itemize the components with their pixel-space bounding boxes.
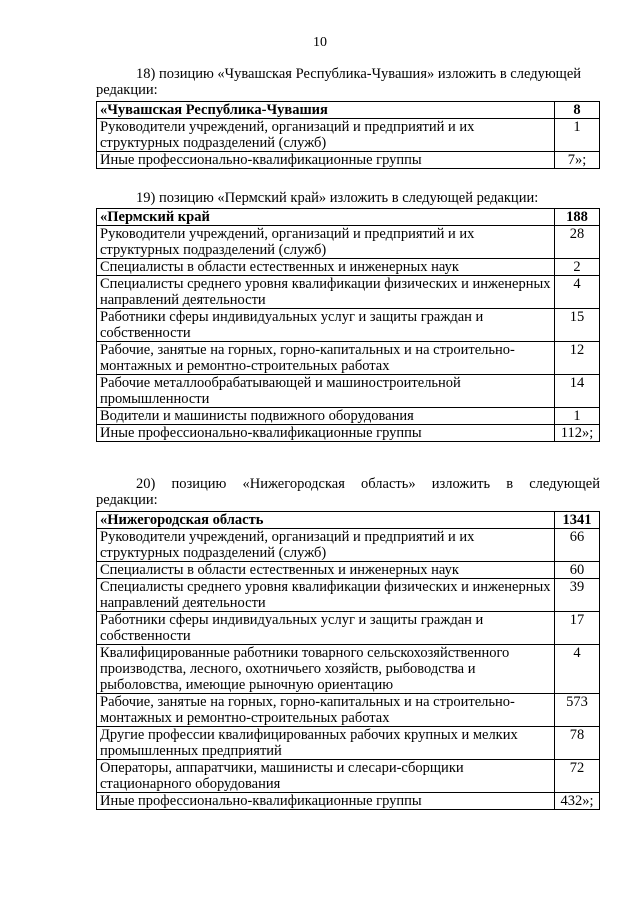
group-name: Водители и машинисты подвижного оборудования xyxy=(97,408,555,425)
region-name: «Пермский край xyxy=(97,209,555,226)
section-19-intro xyxy=(96,190,600,206)
table-row xyxy=(97,579,600,612)
group-name: Руководители учреждений, организаций и предприятий и их структурных подразделений (служб) xyxy=(97,226,555,259)
group-name: Специалисты в области естественных и инженерных наук xyxy=(97,259,555,276)
section-18-table xyxy=(96,101,600,169)
group-name: Специалисты среднего уровня квалификации физических и инженерных направлений деятельности xyxy=(97,579,555,612)
table-row xyxy=(97,342,600,375)
group-value: 4 xyxy=(555,276,600,309)
section-20-table xyxy=(96,511,600,810)
page-number: 10 xyxy=(313,35,327,50)
group-name: Работники сферы индивидуальных услуг и защиты граждан и собственности xyxy=(97,612,555,645)
table-header-row xyxy=(97,209,600,226)
section-18-intro-line-2: редакции: xyxy=(96,82,158,98)
section-18-intro xyxy=(96,66,600,98)
group-value: 28 xyxy=(555,226,600,259)
group-name: Иные профессионально-квалификационные группы xyxy=(97,793,555,810)
table-header-row xyxy=(97,512,600,529)
group-value: 78 xyxy=(555,727,600,760)
group-value: 17 xyxy=(555,612,600,645)
region-total: 1341 xyxy=(555,512,600,529)
table-row xyxy=(97,694,600,727)
group-value: 2 xyxy=(555,259,600,276)
group-name: Работники сферы индивидуальных услуг и защиты граждан и собственности xyxy=(97,309,555,342)
table-row xyxy=(97,259,600,276)
table-row xyxy=(97,276,600,309)
group-name: Рабочие металлообрабатывающей и машиностроительной промышленности xyxy=(97,375,555,408)
table-row xyxy=(97,529,600,562)
table-row xyxy=(97,612,600,645)
region-name: «Чувашская Республика-Чувашия xyxy=(97,102,555,119)
section-20-intro-line-1: 20) позицию «Нижегородская область» изложить в следующей xyxy=(136,476,600,492)
table-row xyxy=(97,425,600,442)
region-name: «Нижегородская область xyxy=(97,512,555,529)
group-name: Квалифицированные работники товарного сельскохозяйственного производства, лесного, охотничьего хозяйств, рыбоводства и рыболовства, имеющие рыночную ориентацию xyxy=(97,645,555,694)
group-name: Руководители учреждений, организаций и предприятий и их структурных подразделений (служб) xyxy=(97,529,555,562)
group-name: Иные профессионально-квалификационные группы xyxy=(97,425,555,442)
table-row xyxy=(97,760,600,793)
section-19-intro-line-1: 19) позицию «Пермский край» изложить в следующей редакции: xyxy=(136,190,539,206)
group-name: Операторы, аппаратчики, машинисты и слесари-сборщики стационарного оборудования xyxy=(97,760,555,793)
group-name: Рабочие, занятые на горных, горно-капитальных и на строительно-монтажных и ремонтно-строительных работах xyxy=(97,342,555,375)
group-name: Другие профессии квалифицированных рабочих крупных и мелких промышленных предприятий xyxy=(97,727,555,760)
table-row xyxy=(97,562,600,579)
section-18-intro-line-1: 18) позицию «Чувашская Республика-Чувашия» изложить в следующей xyxy=(136,66,582,82)
group-value: 14 xyxy=(555,375,600,408)
table-row xyxy=(97,408,600,425)
group-value: 60 xyxy=(555,562,600,579)
group-value: 573 xyxy=(555,694,600,727)
table-row xyxy=(97,226,600,259)
section-20-intro-line-2: редакции: xyxy=(96,492,158,508)
group-value: 12 xyxy=(555,342,600,375)
table-row xyxy=(97,645,600,694)
group-value: 15 xyxy=(555,309,600,342)
region-total: 188 xyxy=(555,209,600,226)
table-header-row xyxy=(97,102,600,119)
table-row xyxy=(97,309,600,342)
group-value: 1 xyxy=(555,119,600,152)
group-value: 112»; xyxy=(555,425,600,442)
table-row xyxy=(97,152,600,169)
group-name: Иные профессионально-квалификационные группы xyxy=(97,152,555,169)
group-name: Специалисты в области естественных и инженерных наук xyxy=(97,562,555,579)
table-row xyxy=(97,375,600,408)
group-name: Специалисты среднего уровня квалификации физических и инженерных направлений деятельности xyxy=(97,276,555,309)
group-name: Рабочие, занятые на горных, горно-капитальных и на строительно-монтажных и ремонтно-строительных работах xyxy=(97,694,555,727)
group-value: 432»; xyxy=(555,793,600,810)
region-total: 8 xyxy=(555,102,600,119)
section-19-table xyxy=(96,208,600,442)
group-value: 66 xyxy=(555,529,600,562)
table-row xyxy=(97,793,600,810)
group-value: 72 xyxy=(555,760,600,793)
group-value: 39 xyxy=(555,579,600,612)
group-value: 1 xyxy=(555,408,600,425)
table-row xyxy=(97,727,600,760)
group-value: 7»; xyxy=(555,152,600,169)
section-20-intro xyxy=(96,476,600,508)
group-name: Руководители учреждений, организаций и предприятий и их структурных подразделений (служб) xyxy=(97,119,555,152)
group-value: 4 xyxy=(555,645,600,694)
table-row xyxy=(97,119,600,152)
